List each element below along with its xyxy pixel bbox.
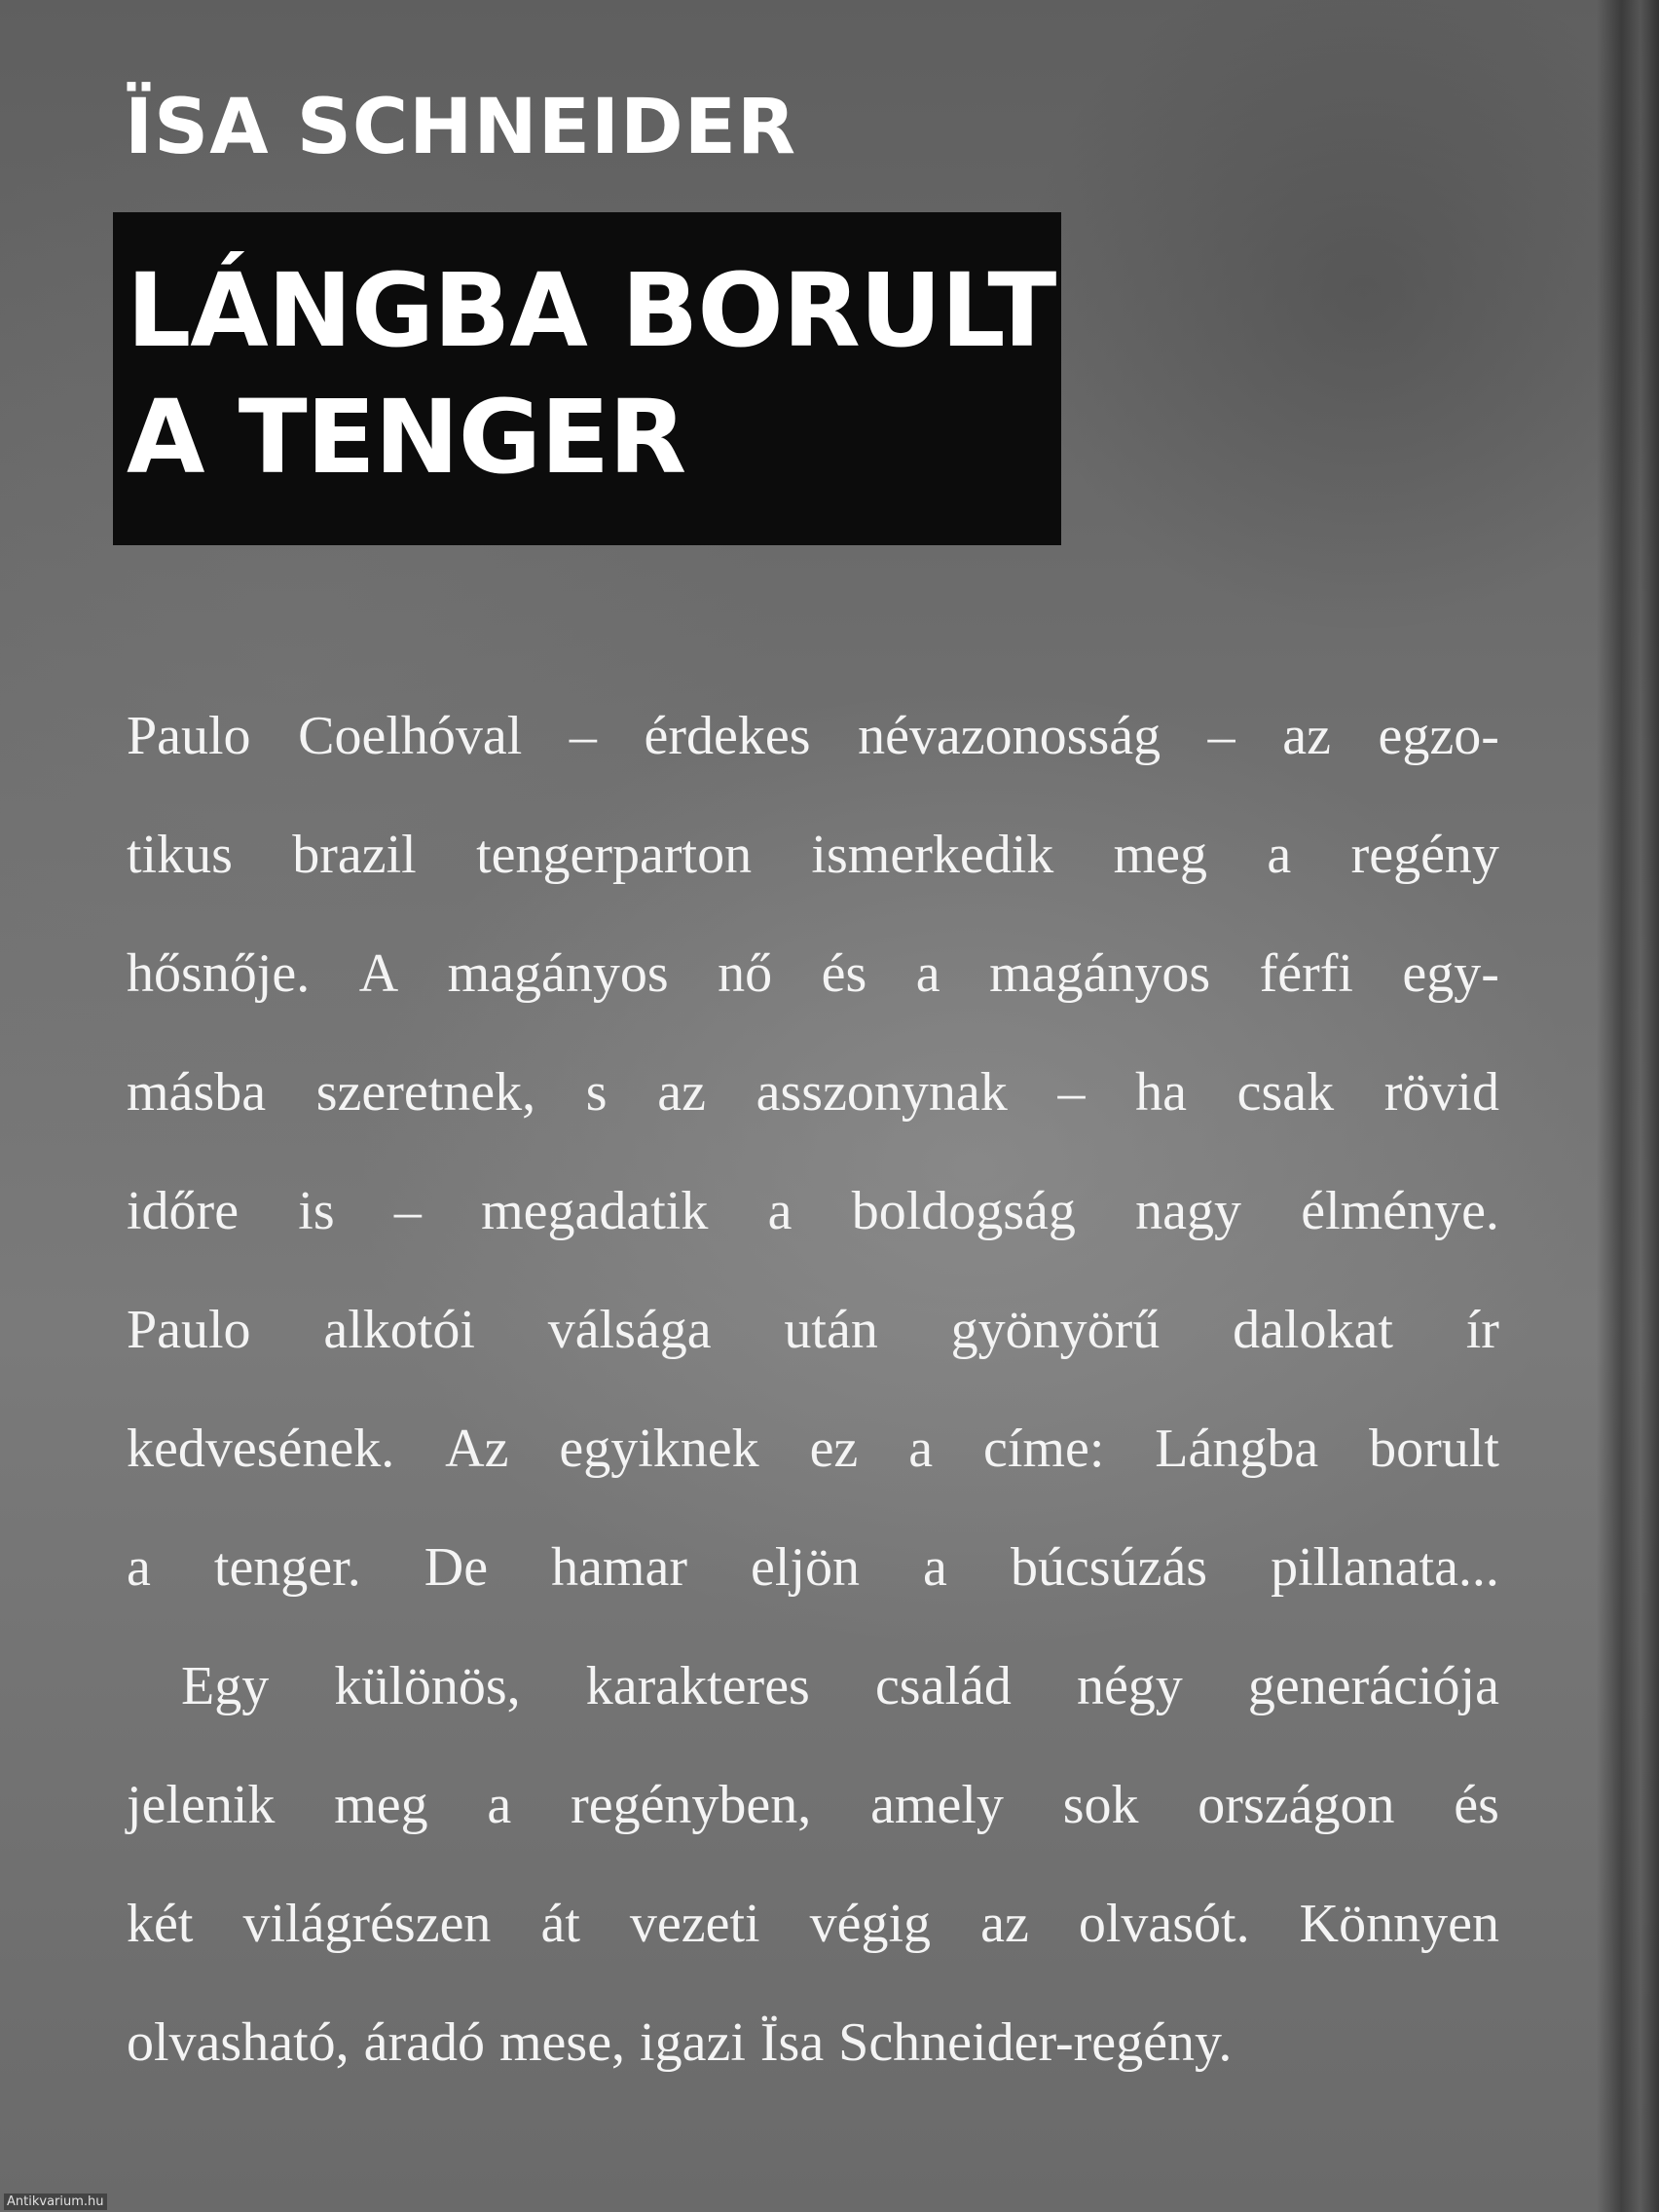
title-line-1: LÁNGBA BORULT <box>127 251 1056 370</box>
blurb-line: jelenik meg a regényben, amely sok országon és <box>127 1775 1499 1835</box>
title-line-2: A TENGER <box>127 378 686 497</box>
blurb-line: hősnője. A magányos nő és a magányos férfi egy- <box>127 943 1499 1004</box>
blurb-line: tikus brazil tengerparton ismerkedik meg a regény <box>127 825 1499 885</box>
blurb-line: olvasható, áradó mese, igazi Ïsa Schneider-regény. <box>127 2012 1233 2073</box>
blurb-text <box>127 706 1499 2134</box>
watermark: Antikvarium.hu <box>4 2194 107 2210</box>
blurb-line: kedvesének. Az egyiknek ez a címe: Lángba borult <box>127 1419 1499 1479</box>
blurb-line: Egy különös, karakteres család négy generációja <box>181 1656 1499 1716</box>
spine-edge <box>1597 0 1659 2212</box>
blurb-line: Paulo Coelhóval – érdekes névazonosság – az egzo- <box>127 706 1499 766</box>
blurb-line: a tenger. De hamar eljön a búcsúzás pillanata... <box>127 1537 1499 1598</box>
blurb-line: időre is – megadatik a boldogság nagy élménye. <box>127 1181 1499 1241</box>
blurb-line: két világrészen át vezeti végig az olvasót. Könnyen <box>127 1894 1499 1954</box>
title-box <box>113 212 1061 545</box>
blurb-line: Paulo alkotói válsága után gyönyörű dalokat ír <box>127 1300 1499 1360</box>
author-name: ÏSA SCHNEIDER <box>125 84 797 171</box>
blurb-line: másba szeretnek, s az asszonynak – ha csak rövid <box>127 1062 1499 1123</box>
